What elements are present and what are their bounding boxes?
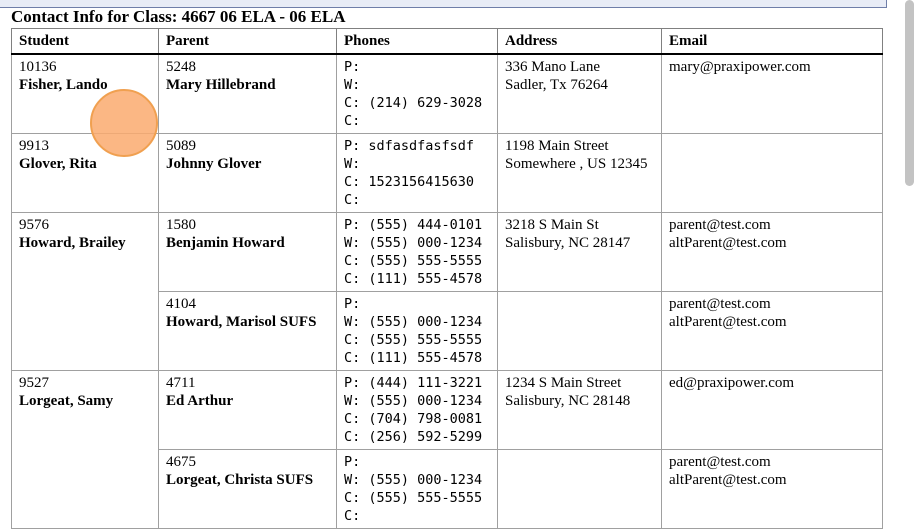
address-line: 1234 S Main Street bbox=[505, 374, 622, 391]
email-link[interactable]: parent@test.com bbox=[669, 295, 771, 312]
student-name: Fisher, Lando bbox=[19, 77, 108, 93]
parent-name: Benjamin Howard bbox=[166, 234, 285, 251]
address-line: 336 Mano Lane bbox=[505, 59, 600, 75]
phone-line: P: (555) 444-0101 bbox=[344, 216, 483, 233]
email-cell bbox=[662, 370, 883, 449]
student-name: Glover, Rita bbox=[19, 155, 97, 172]
address-cell bbox=[498, 291, 662, 370]
phone-line: C: (111) 555-4578 bbox=[344, 349, 483, 366]
phone-line: W: (555) 000-1234 bbox=[344, 313, 483, 330]
parent-cell bbox=[159, 370, 337, 449]
email-link[interactable]: parent@test.com bbox=[669, 453, 771, 470]
phone-line: C: (704) 798-0081 bbox=[344, 410, 483, 427]
touch-cursor-indicator bbox=[90, 89, 158, 157]
student-id: 9576 bbox=[19, 216, 49, 233]
phone-line: C: (111) 555-4578 bbox=[344, 270, 483, 287]
parent-cell bbox=[159, 133, 337, 212]
phone-line: P: (444) 111-3221 bbox=[344, 374, 483, 391]
student-cell bbox=[12, 212, 159, 370]
column-header-student: Student bbox=[12, 29, 159, 55]
parent-id: 4104 bbox=[166, 295, 196, 312]
student-name: Lorgeat, Samy bbox=[19, 392, 114, 409]
column-header-address: Address bbox=[498, 29, 662, 55]
address-line: Salisbury, NC 28148 bbox=[505, 392, 631, 409]
phone-line: C: bbox=[344, 507, 361, 524]
phone-line: C: (555) 555-5555 bbox=[344, 489, 483, 506]
parent-id: 1580 bbox=[166, 216, 196, 233]
phones-cell bbox=[337, 212, 498, 291]
phone-line: C: 1523156415630 bbox=[344, 173, 475, 190]
parent-id: 5248 bbox=[166, 59, 196, 75]
phones-cell bbox=[337, 291, 498, 370]
email-cell bbox=[662, 449, 883, 528]
phone-line: C: (256) 592-5299 bbox=[344, 428, 483, 445]
column-header-phones: Phones bbox=[337, 29, 498, 55]
parent-id: 4675 bbox=[166, 453, 196, 470]
address-cell bbox=[498, 133, 662, 212]
address-cell bbox=[498, 449, 662, 528]
address-line: Sadler, Tx 76264 bbox=[505, 77, 608, 93]
student-name: Howard, Brailey bbox=[19, 234, 126, 251]
email-link[interactable]: parent@test.com bbox=[669, 216, 771, 233]
phones-cell bbox=[337, 54, 498, 133]
parent-cell bbox=[159, 291, 337, 370]
phones-cell bbox=[337, 449, 498, 528]
page-title: Contact Info for Class: 4667 06 ELA - 06 ELA bbox=[11, 7, 346, 26]
phone-line: W: bbox=[344, 77, 361, 93]
student-id: 10136 bbox=[19, 59, 57, 75]
email-link[interactable]: altParent@test.com bbox=[669, 471, 787, 488]
phone-line: P: sdfasdfasfsdf bbox=[344, 137, 475, 154]
column-header-email: Email bbox=[662, 29, 883, 55]
phone-line: W: bbox=[344, 155, 361, 172]
address-cell bbox=[498, 54, 662, 133]
phone-line: W: (555) 000-1234 bbox=[344, 471, 483, 488]
email-link[interactable]: ed@praxipower.com bbox=[669, 374, 795, 391]
phone-line: C: (555) 555-5555 bbox=[344, 252, 483, 269]
email-cell bbox=[662, 54, 883, 133]
phone-line: C: bbox=[344, 191, 361, 208]
phone-line: W: (555) 000-1234 bbox=[344, 392, 483, 409]
parent-name: Ed Arthur bbox=[166, 392, 234, 409]
phone-line: C: (555) 555-5555 bbox=[344, 331, 483, 348]
phone-line: W: (555) 000-1234 bbox=[344, 234, 483, 251]
table-row bbox=[12, 370, 883, 449]
email-link[interactable]: mary@praxipower.com bbox=[669, 59, 811, 75]
phone-line: C: bbox=[344, 113, 361, 129]
table-header-row bbox=[12, 29, 883, 55]
column-header-parent: Parent bbox=[159, 29, 337, 55]
parent-name: Johnny Glover bbox=[166, 155, 262, 172]
phone-line: P: bbox=[344, 295, 361, 312]
table-row bbox=[12, 212, 883, 291]
parent-name: Howard, Marisol SUFS bbox=[166, 313, 317, 330]
address-line: 1198 Main Street bbox=[505, 137, 609, 154]
email-cell bbox=[662, 291, 883, 370]
email-cell bbox=[662, 133, 883, 212]
phones-cell bbox=[337, 133, 498, 212]
phone-line: P: bbox=[344, 453, 361, 470]
phone-line: C: (214) 629-3028 bbox=[344, 95, 483, 111]
student-id: 9913 bbox=[19, 137, 49, 154]
student-cell bbox=[12, 370, 159, 528]
phones-cell bbox=[337, 370, 498, 449]
student-id: 9527 bbox=[19, 374, 49, 391]
phone-line: P: bbox=[344, 59, 361, 75]
parent-cell bbox=[159, 212, 337, 291]
parent-name: Lorgeat, Christa SUFS bbox=[166, 471, 314, 488]
address-line: 3218 S Main St bbox=[505, 216, 599, 233]
parent-name: Mary Hillebrand bbox=[166, 77, 276, 93]
vertical-scrollbar[interactable] bbox=[902, 0, 916, 512]
address-cell bbox=[498, 370, 662, 449]
address-line: Somewhere , US 12345 bbox=[505, 155, 648, 172]
email-cell bbox=[662, 212, 883, 291]
scrollbar-thumb[interactable] bbox=[905, 0, 914, 186]
parent-id: 5089 bbox=[166, 137, 196, 154]
parent-cell bbox=[159, 449, 337, 528]
address-cell bbox=[498, 212, 662, 291]
parent-id: 4711 bbox=[166, 374, 196, 391]
address-line: Salisbury, NC 28147 bbox=[505, 234, 631, 251]
email-link[interactable]: altParent@test.com bbox=[669, 234, 787, 251]
email-link[interactable]: altParent@test.com bbox=[669, 313, 787, 330]
parent-cell bbox=[159, 54, 337, 133]
